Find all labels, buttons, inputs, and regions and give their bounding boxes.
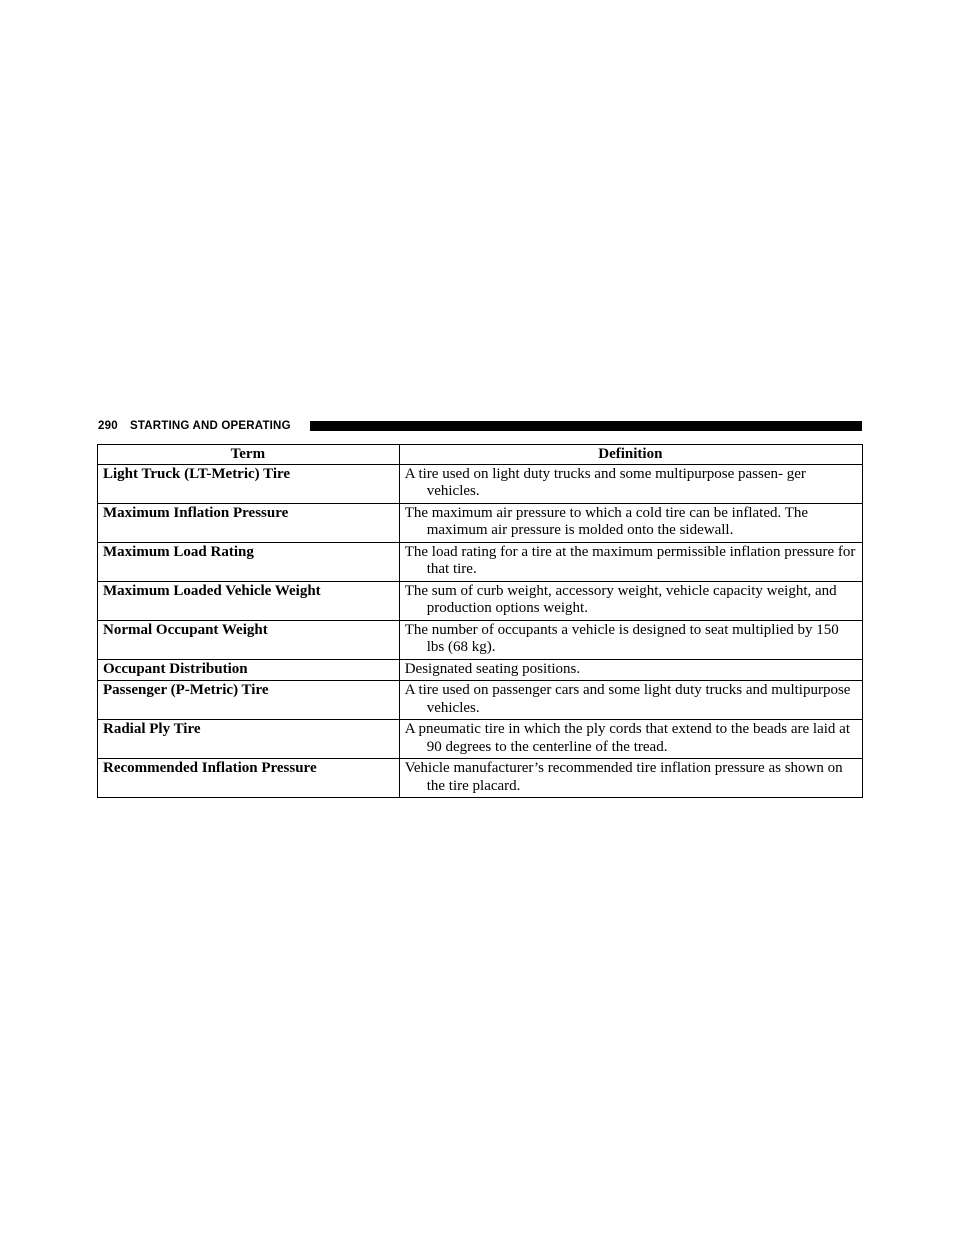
table-row [98, 542, 863, 581]
definition-cell [399, 581, 862, 620]
table-row [98, 620, 863, 659]
definition-cell [399, 542, 862, 581]
table-row [98, 581, 863, 620]
terms-table [97, 444, 863, 798]
term-cell: Light Truck (LT-Metric) Tire [98, 464, 400, 503]
definition-cell [399, 681, 862, 720]
term-cell: Radial Ply Tire [98, 720, 400, 759]
definition-text: The maximum air pressure to which a cold tire can be inflated. The maximum air pressure is molded onto the sidewall. [404, 504, 809, 538]
table-row [98, 681, 863, 720]
definition-text: The sum of curb weight, accessory weight, vehicle capacity weight, and production options weight. [404, 582, 837, 616]
definition-cell [399, 464, 862, 503]
column-header-term: Term [98, 445, 400, 465]
definition-text: The number of occupants a vehicle is designed to seat multiplied by 150 lbs (68 kg). [404, 621, 839, 655]
definition-cell [399, 503, 862, 542]
table-row [98, 503, 863, 542]
term-cell: Recommended Inflation Pressure [98, 759, 400, 798]
definition-cell [399, 620, 862, 659]
column-header-definition: Definition [399, 445, 862, 465]
term-cell: Occupant Distribution [98, 659, 400, 681]
definition-text: A pneumatic tire in which the ply cords that extend to the beads are laid at 90 degrees to the centerline of the tread. [404, 721, 850, 755]
definition-text: Designated seating positions. [404, 660, 581, 677]
page-number: 290 [98, 420, 118, 432]
definition-text: A tire used on passenger cars and some light duty trucks and multipurpose vehicles. [404, 682, 851, 716]
term-cell: Passenger (P-Metric) Tire [98, 681, 400, 720]
table-row [98, 759, 863, 798]
definition-text: The load rating for a tire at the maximum permissible inflation pressure for that tire. [404, 543, 856, 577]
page-header [98, 419, 862, 435]
table-row [98, 464, 863, 503]
term-cell: Maximum Load Rating [98, 542, 400, 581]
definition-cell [399, 759, 862, 798]
definition-text: A tire used on light duty trucks and some multipurpose passen- ger vehicles. [404, 465, 806, 499]
table-row [98, 659, 863, 681]
table-header-row [98, 445, 863, 465]
term-cell: Maximum Loaded Vehicle Weight [98, 581, 400, 620]
definition-cell [399, 720, 862, 759]
table-row [98, 720, 863, 759]
definition-cell [399, 659, 862, 681]
header-rule [310, 421, 862, 431]
term-cell: Normal Occupant Weight [98, 620, 400, 659]
definition-text: Vehicle manufacturer’s recommended tire inflation pressure as shown on the tire placard. [404, 760, 843, 794]
section-title: STARTING AND OPERATING [130, 420, 291, 432]
term-cell: Maximum Inflation Pressure [98, 503, 400, 542]
